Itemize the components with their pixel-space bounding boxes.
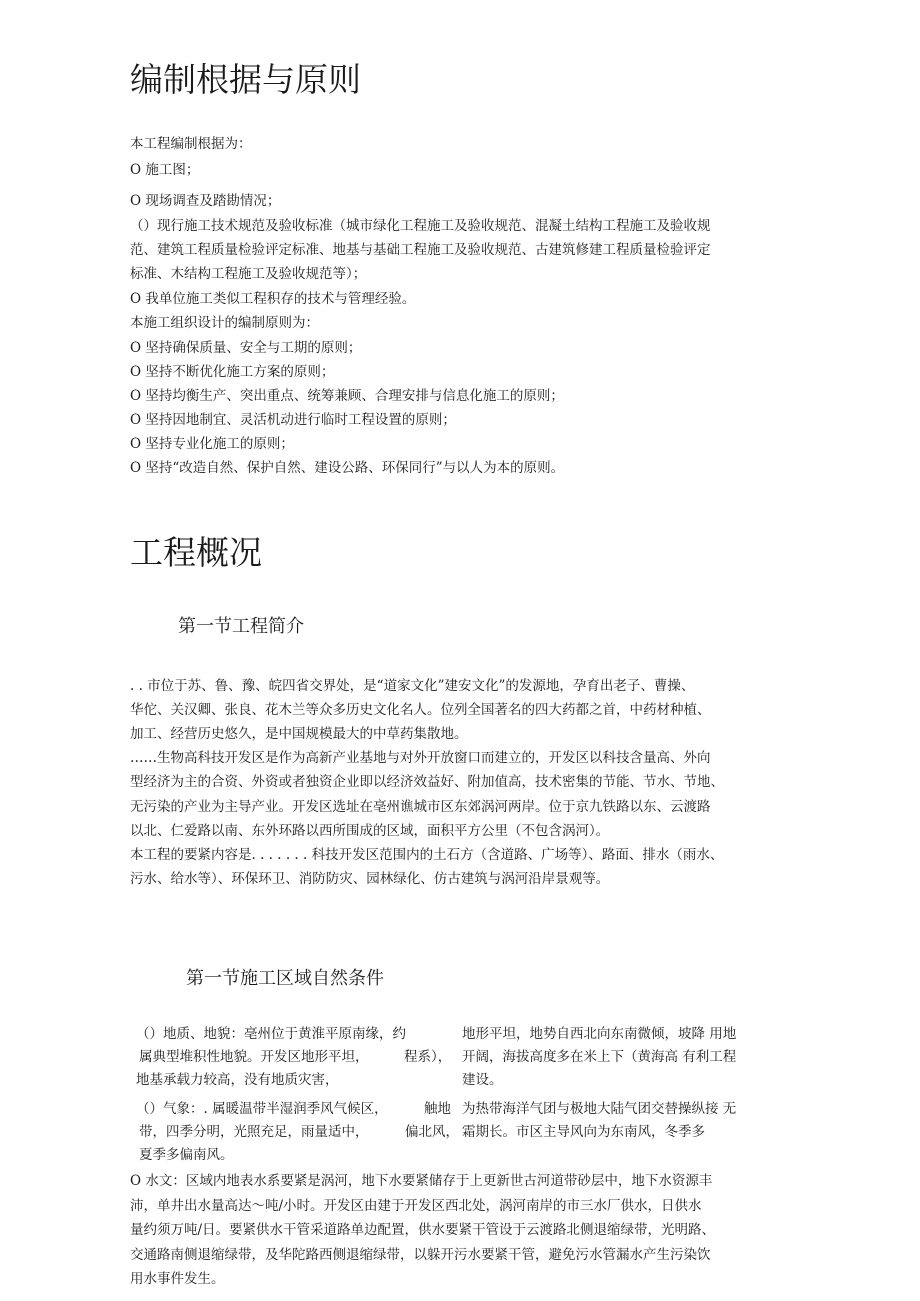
- body-line: O 坚持不断优化施工方案的原则；: [130, 364, 335, 380]
- column-line: （）气象：. 属暖温带半湿润季风气候区，: [136, 1101, 388, 1117]
- body-line: 交通路南侧退缩绿带，及华陀路西侧退缩绿带，以躲开污水要紧干管，避免污水管漏水产生污染饮: [130, 1247, 711, 1263]
- body-line: 本工程编制根据为：: [130, 136, 252, 152]
- column-line: 霜期长。市区主导风向为东南风，冬季多: [462, 1124, 705, 1140]
- body-line: 本工程的要紧内容是. . . . . . . 科技开发区范围内的土石方（含道路、广场等）、路面、排水（雨水、: [130, 847, 724, 863]
- body-line: O 坚持均衡生产、突出重点、统筹兼顾、合理安排与信息化施工的原则；: [130, 388, 564, 404]
- body-line: 标准、木结构工程施工及验收规范等）；: [130, 266, 367, 282]
- column-line: 为热带海洋气团与极地大陆气团交替操纵接 无: [462, 1101, 737, 1117]
- body-line: 量约须万吨/日。要紧供水干管采道路单边配置，供水要紧干管设于云渡路北侧退缩绿带，光明路、: [130, 1222, 716, 1238]
- body-line: O 施工图；: [130, 162, 200, 178]
- column-line: 地基承载力较高，没有地质灾害，: [136, 1072, 339, 1088]
- column-line: 地形平坦，地势自西北向东南微倾，坡降 用地: [462, 1026, 737, 1042]
- body-line: 华佗、关汉卿、张良、花木兰等众多历史文化名人。位列全国著名的四大药都之首，中药材种植、: [130, 702, 711, 718]
- column-line: 偏北风，: [405, 1124, 459, 1140]
- body-line: 加工、经营历史悠久，是中国规模最大的中草药集散地。: [130, 726, 468, 742]
- body-line: 沛，单井出水量高达～吨/小时。开发区由建于开发区西北处，涡河南岸的市三水厂供水，日供水: [130, 1198, 702, 1214]
- body-line: 本施工组织设计的编制原则为：: [130, 315, 319, 331]
- column-line: 建设。: [462, 1072, 503, 1088]
- column-line: 程系），: [404, 1049, 452, 1065]
- column-line: 夏季多偏南风。: [139, 1147, 234, 1163]
- column-line: 触地: [424, 1101, 451, 1117]
- body-line: 用水事件发生。: [130, 1271, 225, 1287]
- body-line: O 坚持确保质量、安全与工期的原则；: [130, 340, 362, 356]
- body-line: O 我单位施工类似工程积存的技术与管理经验。: [130, 291, 416, 307]
- body-line: 范、建筑工程质量检验评定标准、地基与基础工程施工及验收规范、古建筑修建工程质量检验评定: [130, 242, 711, 258]
- subsection-title-natural-conditions: 第一节施工区域自然条件: [186, 968, 384, 989]
- body-line: 以北、仁爱路以南、东外环路以西所围成的区域，面积平方公里（不包含涡河）。: [130, 823, 610, 839]
- subsection-title-project-intro: 第一节工程简介: [178, 616, 304, 637]
- column-line: 开阔，海拔高度多在米上下（黄海高 有利工程: [462, 1049, 737, 1065]
- section-title-project-overview: 工程概况: [130, 533, 262, 572]
- body-line: O 坚持因地制宜、灵活机动进行临时工程设置的原则；: [130, 412, 456, 428]
- body-line: O 坚持专业化施工的原则；: [130, 436, 294, 452]
- column-line: 带，四季分明，光照充足，雨量适中，: [139, 1124, 369, 1140]
- body-line: （）现行施工技术规范及验收标准（城市绿化工程施工及验收规范、混凝土结构工程施工及验收规: [130, 218, 711, 234]
- body-line: . . 市位于苏、鲁、豫、皖四省交界处，是“道家文化”建安文化”的发源地，孕育出老子、曹操、: [130, 678, 695, 694]
- section-title-compile-basis: 编制根据与原则: [130, 60, 361, 99]
- body-line: O 水文：区域内地表水系要紧是涡河，地下水要紧储存于上更新世古河道带砂层中，地下水资源丰: [130, 1173, 713, 1189]
- body-line: 型经济为主的合资、外资或者独资企业即以经济效益好、附加值高，技术密集的节能、节水、节地、: [130, 774, 724, 790]
- column-line: （）地质、地貌：亳州位于黄淮平原南缘，约: [136, 1026, 406, 1042]
- body-line: O 现场调查及踏勘情况；: [130, 193, 281, 209]
- body-line: 无污染的产业为主导产业。开发区选址在亳州谯城市区东郊涡河两岸。位于京九铁路以东、云渡路: [130, 799, 711, 815]
- body-line: O 坚持“改造自然、保护自然、建设公路、环保同行”与以人为本的原则。: [130, 460, 565, 476]
- column-line: 属典型堆积性地貌。开发区地形平坦，: [139, 1049, 369, 1065]
- body-line: 污水、给水等）、环保环卫、消防防灾、园林绿化、仿古建筑与涡河沿岸景观等。: [130, 871, 610, 887]
- body-line: ……生物高科技开发区是作为高新产业基地与对外开放窗口而建立的，开发区以科技含量高、外向: [130, 750, 711, 766]
